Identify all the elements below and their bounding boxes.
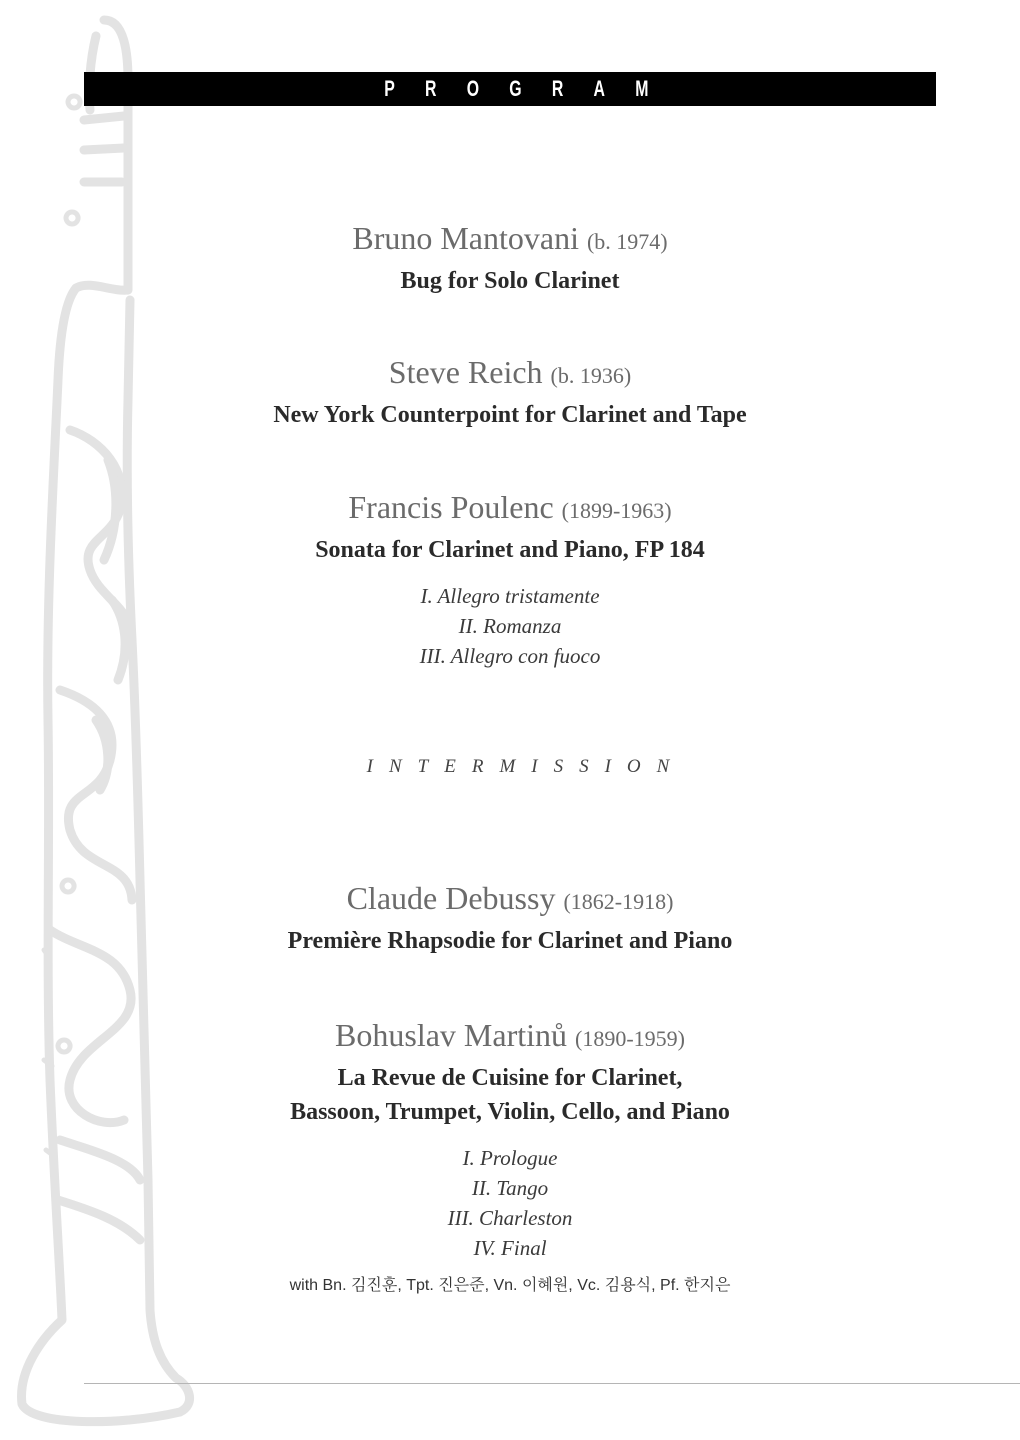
piece-title: New York Counterpoint for Clarinet and Tape (273, 402, 747, 428)
performers-credit: with Bn. 김진훈, Tpt. 진은준, Vn. 이혜원, Vc. 김용식, Pf. 한지은 (289, 1277, 731, 1294)
composer-dates: (1899-1963) (561, 498, 672, 523)
movement-item: III. Charleston (447, 1206, 573, 1230)
composer-name: Steve Reich (388, 354, 543, 390)
composer-name-line (180, 487, 840, 531)
movement-item: III. Allegro con fuoco (419, 644, 601, 668)
footer-divider (84, 1383, 1020, 1384)
composer-name: Bohuslav Martinů (335, 1017, 567, 1053)
composer-name-line (180, 1015, 840, 1059)
composer-name: Francis Poulenc (348, 489, 554, 525)
piece-title: Première Rhapsodie for Clarinet and Piano (287, 928, 733, 954)
program-piece-debussy (180, 878, 840, 958)
composer-dates: (1862-1918) (563, 889, 674, 914)
movement-list (180, 1143, 840, 1263)
movement-item: I. Prologue (462, 1146, 558, 1170)
movement-item: I. Allegro tristamente (420, 584, 600, 608)
composer-dates: (b. 1936) (550, 363, 632, 388)
movement-item: II. Tango (471, 1176, 549, 1200)
composer-name: Claude Debussy (346, 880, 556, 916)
movement-item: IV. Final (473, 1236, 547, 1260)
piece-title: Sonata for Clarinet and Piano, FP 184 (315, 537, 705, 563)
program-piece-poulenc (180, 487, 840, 671)
composer-dates: (1890-1959) (575, 1026, 685, 1051)
movement-item: II. Romanza (458, 614, 562, 638)
composer-dates: (b. 1974) (586, 229, 668, 254)
composer-name-line (180, 352, 840, 396)
piece-title: La Revue de Cuisine for Clarinet, (337, 1065, 683, 1091)
program-piece-mantovani (180, 218, 840, 298)
composer-name-line (180, 878, 840, 922)
piece-title: Bug for Solo Clarinet (400, 268, 620, 294)
piece-title-continued: Bassoon, Trumpet, Violin, Cello, and Piano (290, 1099, 730, 1125)
program-heading: PROGRAM (383, 76, 679, 101)
composer-name-line (180, 218, 840, 262)
movement-list (180, 581, 840, 671)
program-banner (84, 72, 936, 106)
intermission-label: INTERMISSION (366, 756, 686, 777)
program-piece-reich (180, 352, 840, 432)
composer-name: Bruno Mantovani (352, 220, 579, 256)
program-piece-martinu (180, 1015, 840, 1263)
